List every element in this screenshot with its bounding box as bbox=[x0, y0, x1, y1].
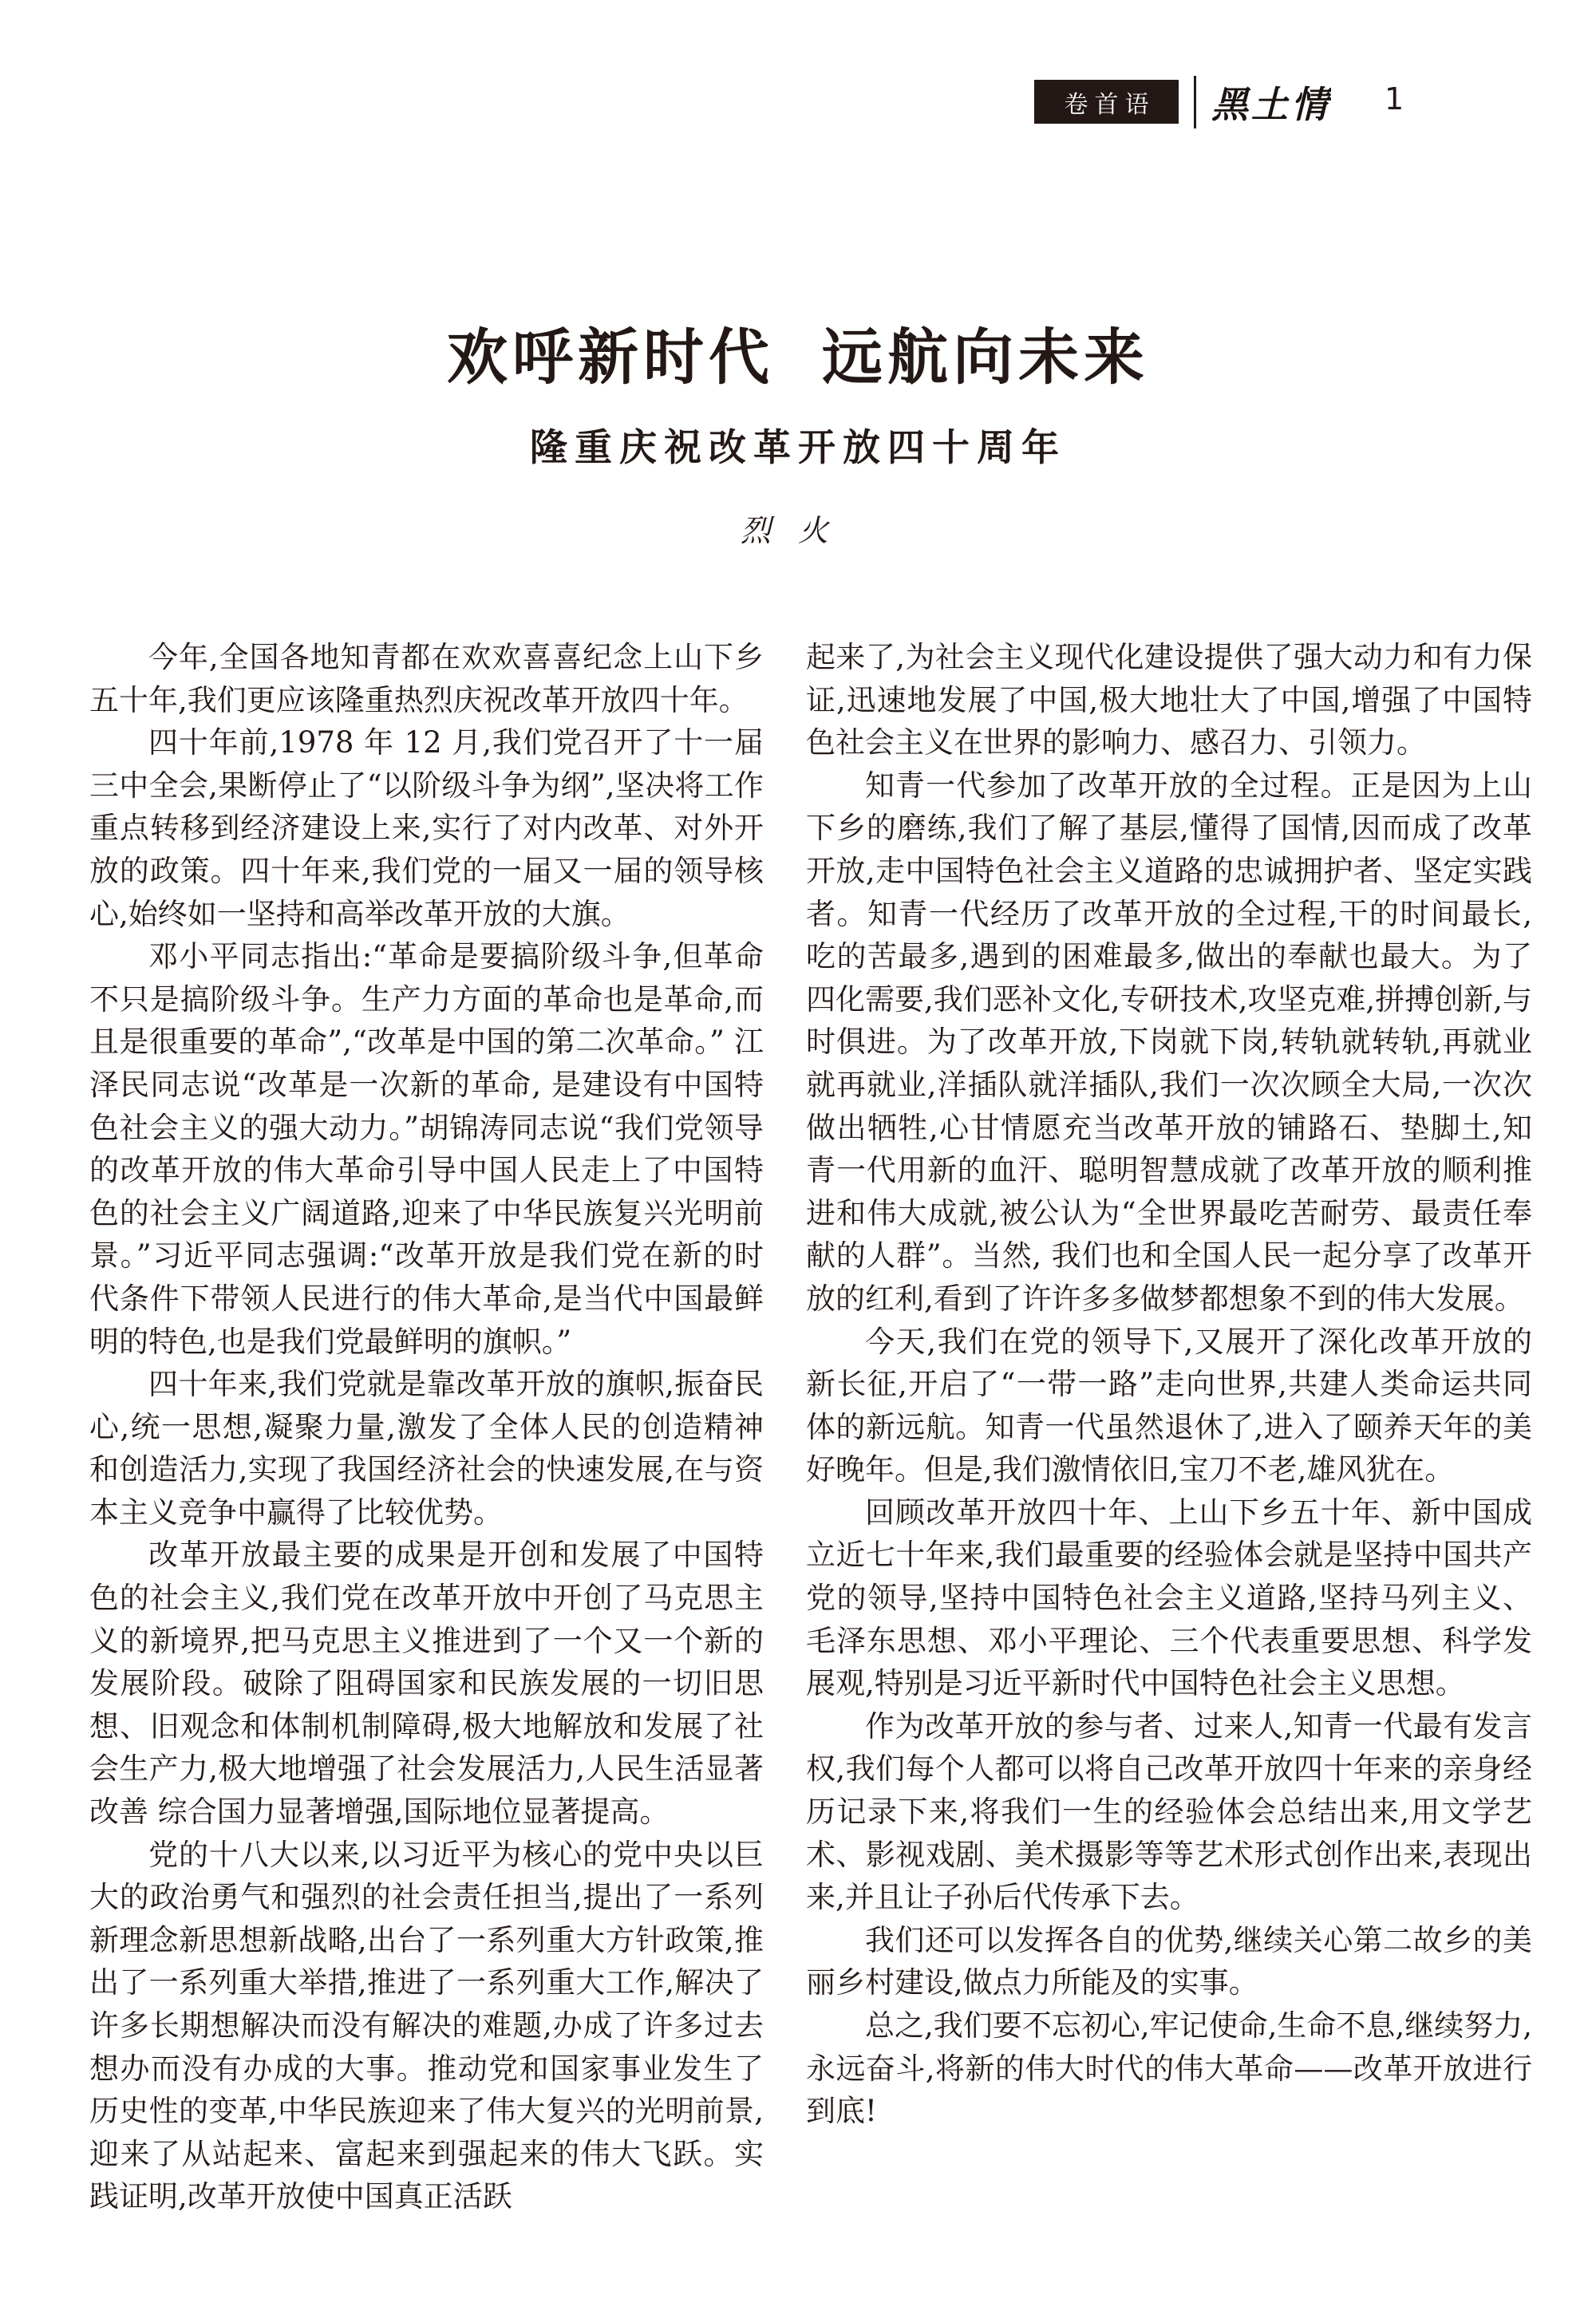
article-subtitle: 隆重庆祝改革开放四十周年 bbox=[530, 426, 1066, 470]
paragraph: 回顾改革开放四十年、上山下乡五十年、新中国成立近七十年来,我们最重要的经验体会就是坚持中国共产党的领导,坚持中国特色社会主义道路,坚持马列主义、毛泽东思想、邓小平理论、三个代表重要思想、科学发展观,特别是习近平新时代中国特色社会主义思想。 bbox=[806, 1495, 1532, 1701]
paragraph: 党的十八大以来,以习近平为核心的党中央以巨大的政治勇气和强烈的社会责任担当,提出了一系列新理念新思想新战略,出台了一系列重大方针政策,推出了一系列重大举措,推进了一系列重大工作,解决了许多长期想解决而没有解决的难题,办成了许多过去想办而没有办成的大事。推动党和国家事业发生了历史性的变革,中华民族迎来了伟大复兴的光明前景,迎来了从站起来、富起来到强起来的伟大飞跃。实践证明,改革开放使中国真正活跃 bbox=[89, 1837, 764, 2214]
article-author: 烈火 bbox=[740, 513, 855, 548]
section-label-badge bbox=[1034, 80, 1179, 124]
magazine-logo-text: 黑土情 bbox=[1211, 83, 1331, 126]
paragraph: 四十年来,我们党就是靠改革开放的旗帜,振奋民心,统一思想,凝聚力量,激发了全体人民的创造精神和创造活力,实现了我国经济社会的快速发展,在与资本主义竞争中赢得了比较优势。 bbox=[89, 1367, 764, 1530]
left-column bbox=[89, 636, 764, 2218]
paragraph: 改革开放最主要的成果是开创和发展了中国特色的社会主义,我们党在改革开放中开创了马克思主义的新境界,把马克思主义推进到了一个又一个新的发展阶段。破除了阻碍国家和民族发展的一切旧思想、旧观念和体制机制障碍,极大地解放和发展了社会生产力,极大地增强了社会发展活力,人民生活显著改善 综合国力显著增强,国际地位显著提高。 bbox=[89, 1538, 764, 1830]
paragraph: 知青一代参加了改革开放的全过程。正是因为上山下乡的磨练,我们了解了基层,懂得了国情,因而成了改革开放,走中国特色社会主义道路的忠诚拥护者、坚定实践者。知青一代经历了改革开放的全过程,干的时间最长,吃的苦最多,遇到的困难最多,做出的奉献也最大。为了四化需要,我们恶补文化,专研技术,攻坚克难,拼搏创新,与时俱进。为了改革开放,下岗就下岗,转轨就转轨,再就业就再就业,洋插队就洋插队,我们一次次顾全大局,一次次做出牺牲,心甘情愿充当改革开放的铺路石、垫脚土,知青一代用新的血汗、聪明智慧成就了改革开放的顺利推进和伟大成就,被公认为“全世界最吃苦耐劳、最责任奉献的人群”。当然, 我们也和全国人民一起分享了改革开放的红利,看到了许许多多做梦都想象不到的伟大发展。 bbox=[806, 768, 1532, 1316]
header-divider bbox=[1194, 76, 1196, 128]
paragraph: 邓小平同志指出:“革命是要搞阶级斗争,但革命不只是搞阶级斗争。生产力方面的革命也是革命,而且是很重要的革命”,“改革是中国的第二次革命。” 江泽民同志说“改革是一次新的革命, 是建设有中国特色社会主义的强大动力。”胡锦涛同志说“我们党领导的改革开放的伟大革命引导中国人民走上了中国特色的社会主义广阔道路,迎来了中华民族复兴光明前景。”习近平同志强调:“改革开放是我们党在新的时代条件下带领人民进行的伟大革命,是当代中国最鲜明的特色,也是我们党最鲜明的旗帜。” bbox=[89, 939, 764, 1359]
paragraph: 我们还可以发挥各自的优势,继续关心第二故乡的美丽乡村建设,做点力所能及的实事。 bbox=[806, 1922, 1532, 2000]
paragraph-continuation: 起来了,为社会主义现代化建设提供了强大动力和有力保证,迅速地发展了中国,极大地壮大了中国,增强了中国特色社会主义在世界的影响力、感召力、引领力。 bbox=[806, 640, 1532, 760]
paragraph: 作为改革开放的参与者、过来人,知青一代最有发言权,我们每个人都可以将自己改革开放四十年来的亲身经历记录下来,将我们一生的经验体会总结出来,用文学艺术、影视戏剧、美术摄影等等艺术形式创作出来,表现出来,并且让子孙后代传承下去。 bbox=[806, 1708, 1532, 1915]
paragraph: 四十年前,1978 年 12 月,我们党召开了十一届三中全会,果断停止了“以阶级斗争为纲”,坚决将工作重点转移到经济建设上来,实行了对内改革、对外开放的政策。四十年来,我们党的一届又一届的领导核心,始终如一坚持和高举改革开放的大旗。 bbox=[89, 725, 764, 931]
page-number: 1 bbox=[1385, 81, 1404, 116]
paragraph: 今天,我们在党的领导下,又展开了深化改革开放的新长征,开启了“一带一路”走向世界,共建人类命运共同体的新远航。知青一代虽然退休了,进入了颐养天年的美好晚年。但是,我们激情依旧,宝刀不老,雄风犹在。 bbox=[806, 1324, 1532, 1487]
title-part-2: 远航向未来 bbox=[822, 322, 1149, 393]
section-label: 卷首语 bbox=[1064, 90, 1156, 119]
magazine-logo bbox=[1211, 70, 1331, 134]
paragraph: 今年,全国各地知青都在欢欢喜喜纪念上山下乡五十年,我们更应该隆重热烈庆祝改革开放四十年。 bbox=[89, 640, 764, 717]
title-part-1: 欢呼新时代 bbox=[447, 322, 774, 393]
article-title bbox=[0, 319, 1596, 396]
paragraph: 总之,我们要不忘初心,牢记使命,生命不息,继续努力,永远奋斗,将新的伟大时代的伟大革命——改革开放进行到底! bbox=[806, 2008, 1532, 2129]
right-column bbox=[806, 636, 1532, 2133]
